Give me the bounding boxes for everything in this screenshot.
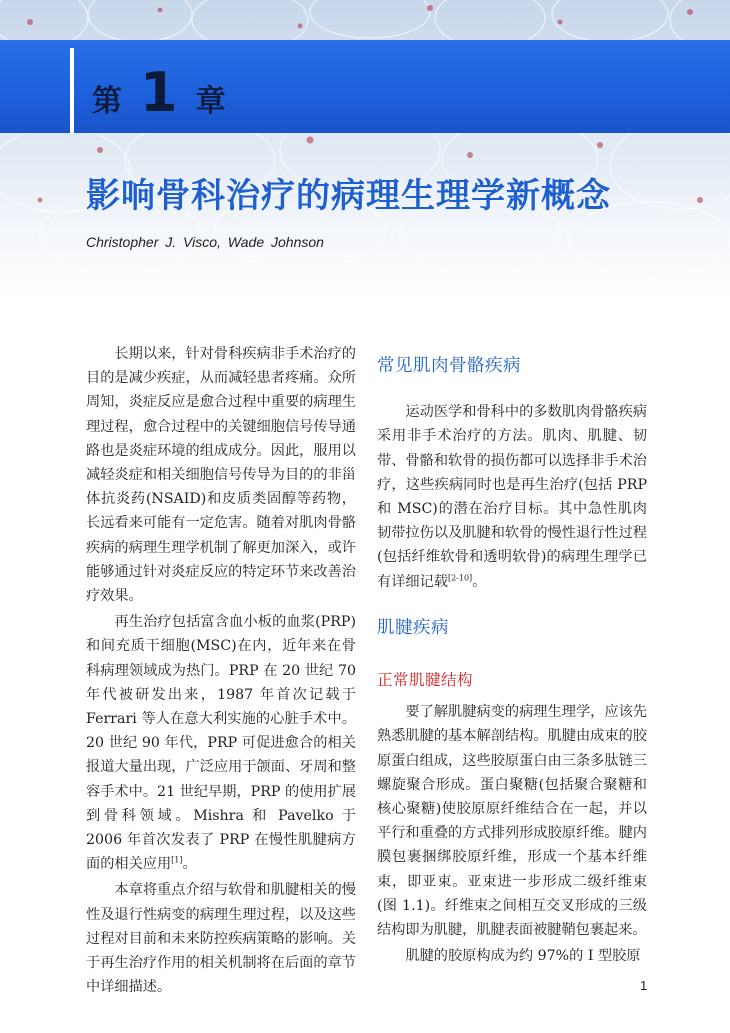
left-paragraph-1: 长期以来，针对骨科疾病非手术治疗的目的是减少疾症，从而减轻患者疼痛。众所周知，炎症反应是愈合过程中重要的病理生理过程，愈合过程中的关键细胞信号传导通路也是炎症环境的组成成分。因此，服用以减轻炎症和相关细胞信号传导为目的的非甾体抗炎药(NSAID)和皮质类固醇等药物，长远看来可能有一定危害。随着对肌肉骨骼疾病的病理生理学机制了解更加深入，或许能够通过针对炎症反应的特定环节来改善治疗效果。 [86, 346, 356, 605]
left-paragraph-2 [86, 610, 356, 876]
citation-ref-2-10[interactable]: [2-10] [447, 572, 473, 582]
chapter-suffix: 章 [195, 84, 226, 119]
chapter-title: 影响骨科治疗的病理生理学新概念 [86, 176, 611, 216]
page-number: 1 [640, 978, 648, 993]
chapter-label [92, 61, 226, 126]
subsection-paragraph: 要了解肌腱病变的病理生理学，应该先熟悉肌腱的基本解剖结构。肌腱由成束的胶原蛋白组成，这些胶原蛋白由三条多肽链三螺旋聚合形成。蛋白聚糖(包括聚合聚糖和核心聚糖)使胶原原纤维结合在一起，并以平行和重叠的方式排列形成胶原纤维。腱内膜包裹捆绑胶原纤维，形成一个基本纤维束，即亚束。亚束进一步形成二级纤维束(图 1.1)。纤维束之间相互交叉形成的三级结构即为肌腱，肌腱表面被腱鞘包裹起来。 [377, 704, 647, 939]
left-column [86, 342, 356, 999]
section-1-paragraph [377, 400, 647, 594]
chapter-number: 1 [140, 61, 178, 124]
chapter-prefix: 第 [92, 84, 122, 119]
last-line-paragraph: 肌腱的胶原构成为约 97%的 Ⅰ 型胶原 [405, 948, 641, 965]
right-column [377, 342, 647, 968]
banner-divider-rule [70, 48, 74, 133]
section-heading-tendon: 肌腱疾病 [377, 617, 449, 638]
section-1-tail: 。 [472, 573, 487, 590]
section-1-text: 运动医学和骨科中的多数肌肉骨骼疾病采用非手术治疗的方法。肌肉、肌腱、韧带、骨骼和软骨的损伤都可以选择非手术治疗，这些疾病同时也是再生治疗(包括 PRP 和 MSC)的潜在治疗目标。其中急性肌肉韧带拉伤以及肌腱和软骨的慢性退行性过程(包括纤维软骨和透明软骨)的病理生理学已有详细记载 [377, 404, 647, 590]
left-paragraph-2-tail: 。 [182, 856, 197, 873]
left-paragraph-3: 本章将重点介绍与软骨和肌腱相关的慢性及退行性病变的病理生理过程，以及这些过程对目前和未来防控疾病策略的影响。关于再生治疗作用的相关机制将在后面的章节中详细描述。 [86, 882, 356, 996]
section-heading-musculoskeletal: 常见肌肉骨骼疾病 [377, 356, 521, 376]
authors: Christopher J. Visco, Wade Johnson [86, 234, 324, 250]
subsection-heading-normal-tendon: 正常肌腱结构 [377, 671, 474, 690]
citation-ref-1[interactable]: [1] [171, 855, 183, 865]
left-paragraph-2-text: 再生治疗包括富含血小板的血浆(PRP)和间充质干细胞(MSC)在内，近年来在骨科病理领域成为热门。PRP 在 20 世纪 70 年代被研发出来，1987 年首次记载于 Ferrari 等人在意大利实施的心脏手术中。20 世纪 90 年代，PRP 可促进愈合的相关报道大量出现，广泛应用于颌面、牙周和整容手术中。21 世纪早期，PRP 的使用扩展到骨科领域。Mishra 和 Pavelko 于 2006 年首次发表了 PRP 在慢性肌腱病方面的相关应用 [86, 614, 356, 873]
